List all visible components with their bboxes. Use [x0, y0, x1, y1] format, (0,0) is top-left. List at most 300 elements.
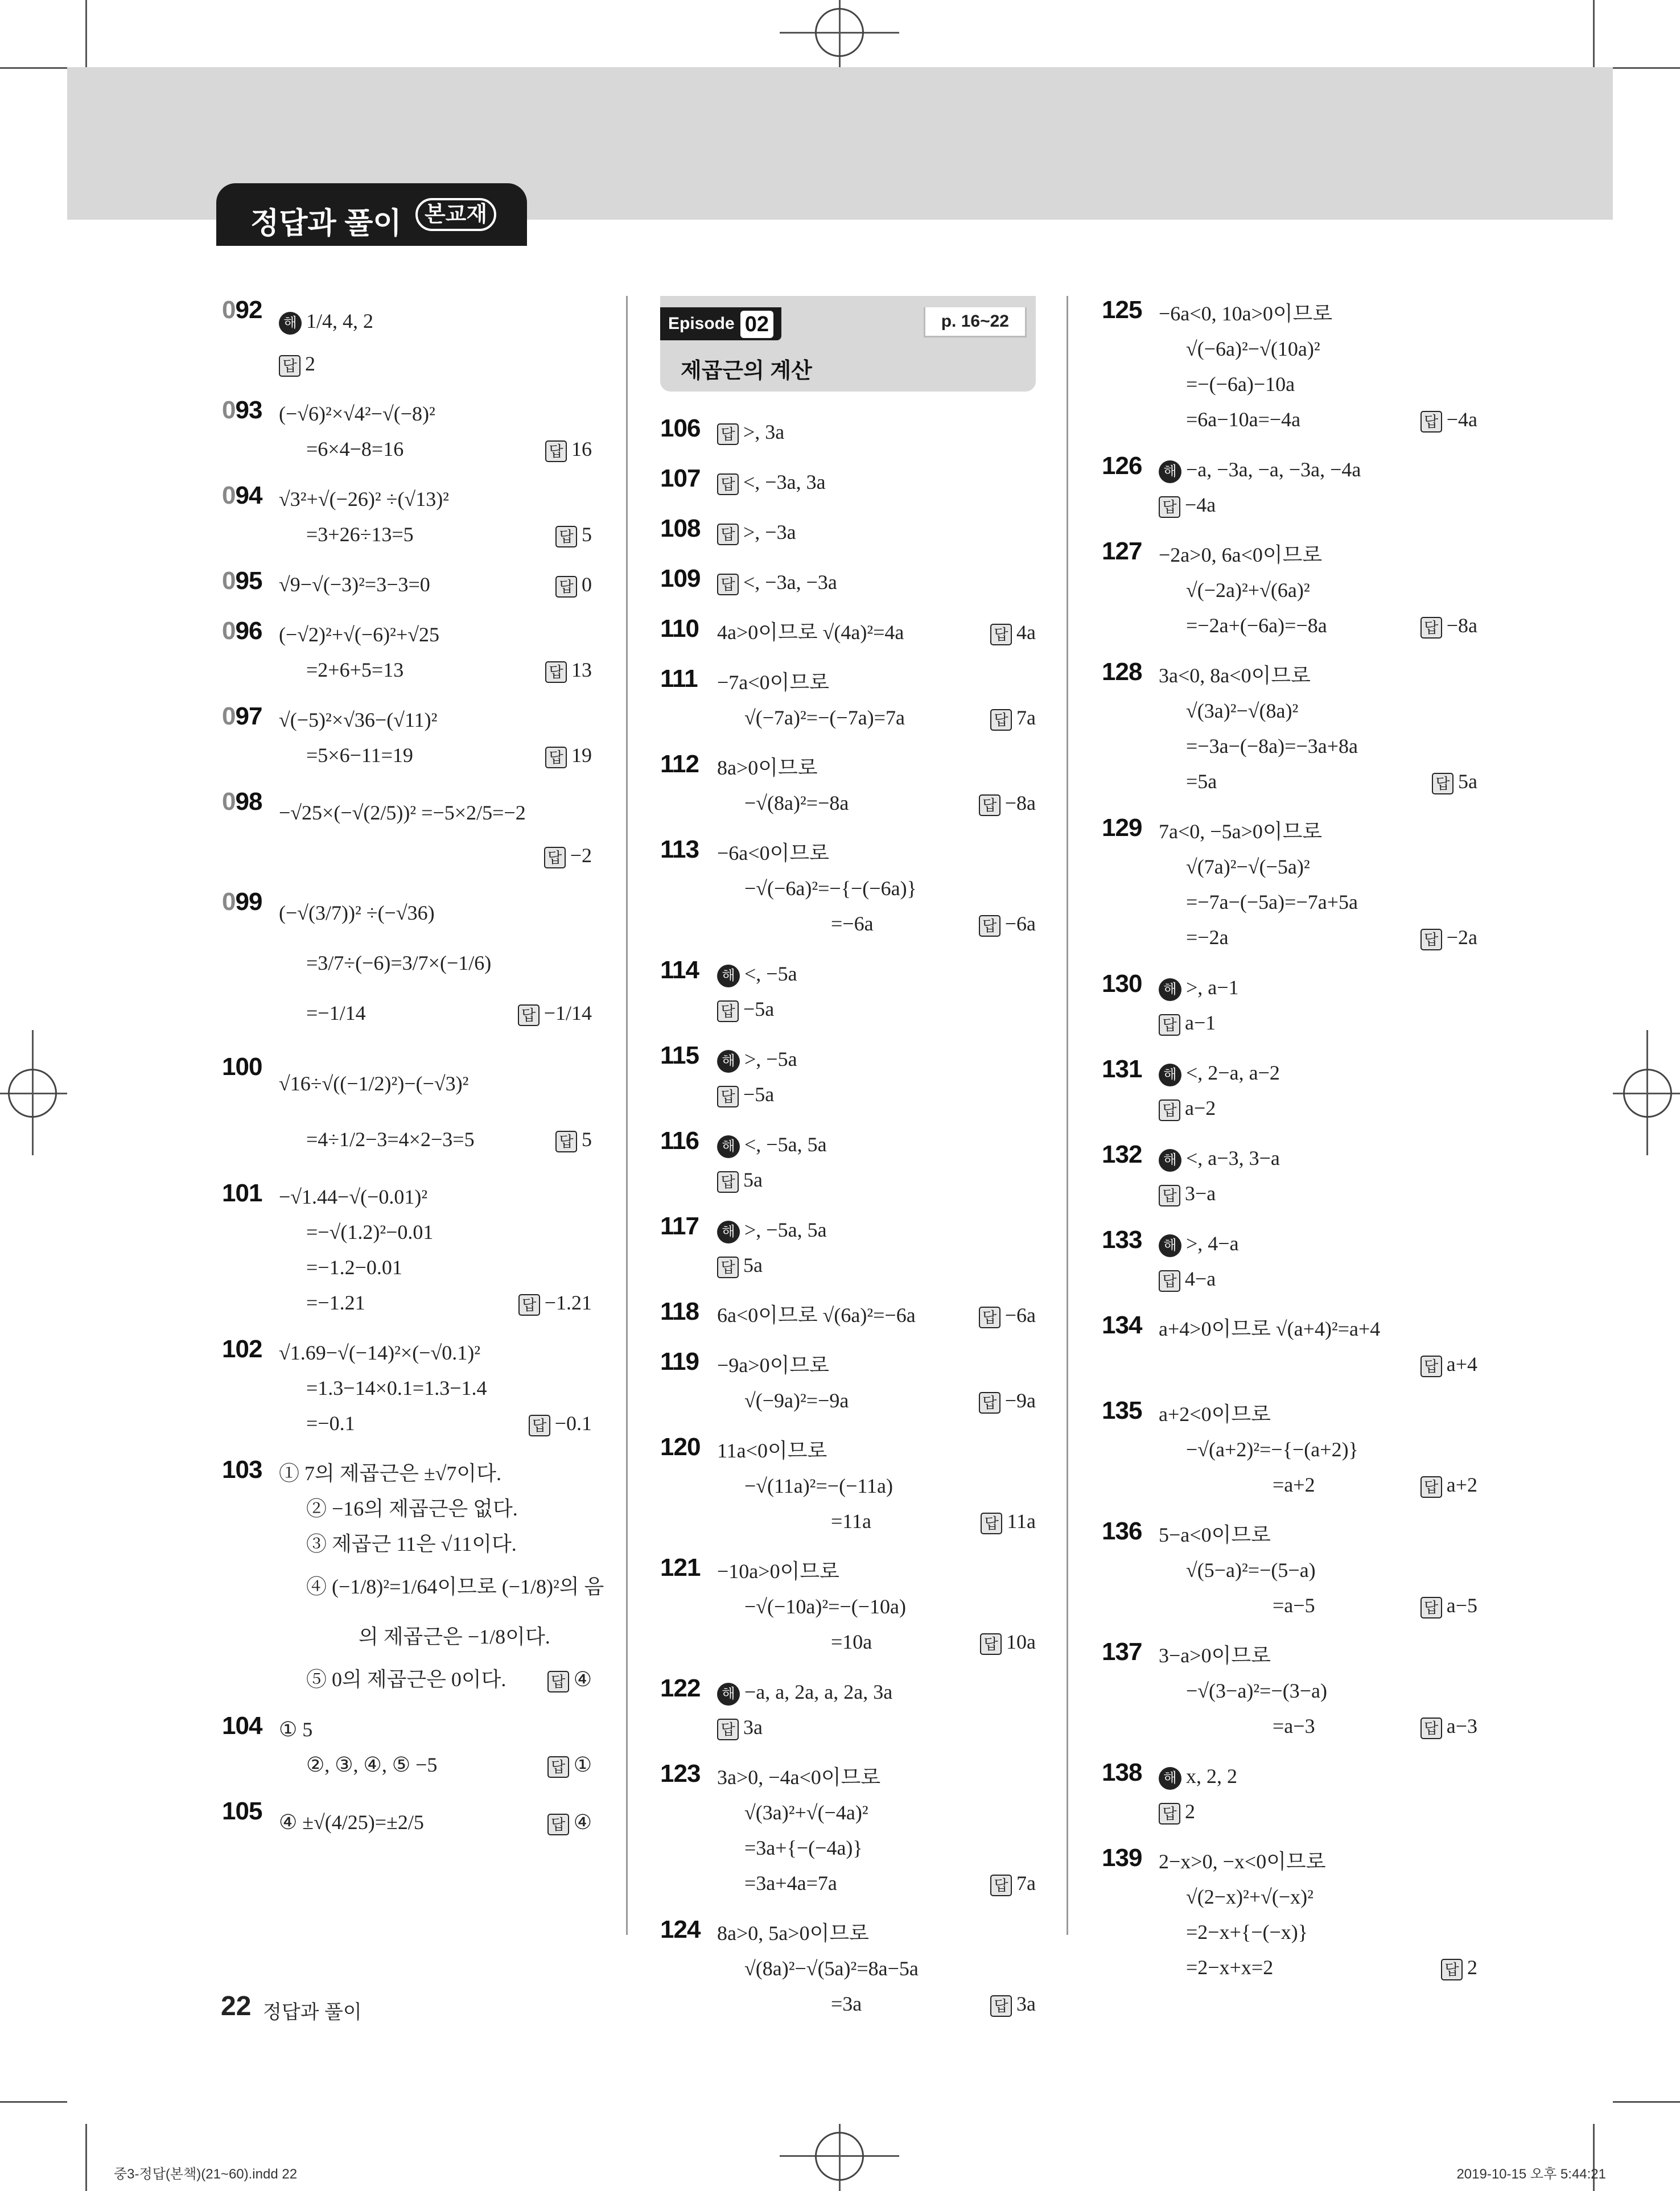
problem-number-prefix: 0 [222, 617, 236, 645]
problem-095 [222, 567, 592, 602]
answer [990, 700, 1036, 735]
solution-text: ③ 제곱근 11은 √11이다. [306, 1533, 517, 1555]
solution-text: −√(−10a)²=−(−10a) [744, 1595, 906, 1618]
crop-mark [0, 2101, 67, 2103]
solution-text: ④ ±√(4/25)=±2/5 [279, 1811, 424, 1834]
solution-text: −√(−6a)²=−{−(−6a)} [744, 877, 917, 900]
solution-text: √(−5)²×√36−(√11)² [279, 709, 438, 731]
answer-value: 5a [743, 1254, 763, 1276]
answer-marker: 답 [1159, 1099, 1180, 1121]
solution-text: (−√(3/7))² ÷(−√36) [279, 901, 435, 924]
solution-text: >, 3a [743, 421, 785, 443]
solution-text: <, −3a, 3a [743, 471, 826, 493]
solution-line [660, 1674, 1036, 1710]
solution-line [1102, 296, 1477, 331]
solution-line [1102, 1176, 1477, 1211]
problem-128 [1102, 658, 1477, 799]
problem-107 [660, 464, 1036, 500]
solution-text: 1/4, 4, 2 [306, 310, 374, 332]
solution-line [660, 414, 1036, 450]
problem-number: 129 [1102, 814, 1142, 842]
solution-text: >, −5a [744, 1048, 797, 1070]
problem-124 [660, 1916, 1036, 2021]
answer-marker: 답 [1159, 1185, 1180, 1206]
textbook-badge: 본교재 [415, 198, 496, 231]
problem-number: 139 [1102, 1844, 1142, 1872]
footer-label: 정답과 풀이 [263, 2001, 362, 2023]
answer-value: ④ [573, 1668, 592, 1691]
problem-number: 101 [222, 1179, 262, 1207]
solution-text: −√1.44−√(−0.01)² [279, 1185, 428, 1208]
problem-number: 123 [660, 1760, 701, 1788]
solution-line [222, 481, 592, 517]
problem-099 [222, 888, 592, 1038]
problem-112 [660, 750, 1036, 821]
answer-marker: 답 [545, 440, 567, 462]
solution-text: <, 2−a, a−2 [1186, 1061, 1280, 1084]
answer-marker: 답 [555, 576, 577, 598]
solution-text: −6a<0이므로 [717, 842, 829, 864]
answer [518, 1285, 592, 1320]
answer-value: 3−a [1185, 1182, 1216, 1205]
solution-line [1102, 402, 1477, 437]
problem-number-rest: 95 [235, 567, 262, 595]
solution-line [1102, 1517, 1477, 1552]
answer-marker: 답 [547, 1756, 569, 1778]
solution-line [222, 617, 592, 652]
problem-number: 113 [660, 835, 699, 863]
solution-text: =4÷1/2−3=4×2−3=5 [306, 1128, 475, 1151]
answer [990, 1865, 1036, 1901]
problem-number-rest: 94 [235, 481, 262, 509]
answer [544, 838, 592, 873]
answer [547, 1797, 592, 1847]
solution-line [222, 296, 592, 346]
solution-line [660, 1077, 1036, 1112]
solution-text: 11a<0이므로 [717, 1439, 827, 1462]
problem-number: 102 [222, 1335, 262, 1363]
solution-text: =3+26÷13=5 [306, 523, 414, 546]
problem-number: 112 [660, 750, 699, 778]
solution-text: −√(3−a)²=−(3−a) [1186, 1679, 1327, 1702]
problem-number: 107 [660, 464, 701, 492]
solution-text: −√(a+2)²=−{−(a+2)} [1186, 1438, 1358, 1461]
answer-marker: 답 [979, 1307, 1000, 1328]
solution-line [660, 1468, 1036, 1504]
solution-text: √3²+√(−26)² ÷(√13)² [279, 488, 449, 510]
solution-text: √(5−a)²=−(5−a) [1186, 1559, 1316, 1582]
solution-line [660, 1247, 1036, 1283]
solution-marker: 해 [1159, 978, 1181, 1001]
solution-line [222, 346, 592, 381]
solution-text: ②, ③, ④, ⑤ −5 [306, 1753, 438, 1776]
solution-line [660, 1212, 1036, 1247]
answer-value: −4a [1446, 408, 1477, 431]
solution-text: √(8a)²−√(5a)²=8a−5a [744, 1957, 919, 1980]
answer [1420, 920, 1477, 955]
answer [1420, 1588, 1477, 1623]
solution-text: √(−6a)²−√(10a)² [1186, 337, 1320, 360]
answer-marker: 답 [1420, 1718, 1442, 1739]
answer-marker: 답 [518, 1004, 540, 1026]
solution-line [660, 1554, 1036, 1589]
solution-line [1102, 1090, 1477, 1126]
solution-text: >, 4−a [1186, 1232, 1239, 1255]
solution-text: 8a>0이므로 [717, 756, 818, 779]
solution-text: √(−9a)²=−9a [744, 1389, 849, 1412]
answer-value: −4a [1185, 493, 1216, 516]
problem-101 [222, 1179, 592, 1320]
problem-132 [1102, 1140, 1477, 1211]
solution-line [660, 1348, 1036, 1383]
solution-line [1102, 1467, 1477, 1502]
answer-marker: 답 [1420, 929, 1442, 950]
problem-094 [222, 481, 592, 552]
answer-value: −5a [743, 1083, 775, 1106]
problem-102 [222, 1335, 592, 1441]
solution-line [660, 1298, 1036, 1333]
answer-value: 7a [1016, 706, 1036, 729]
solution-line [222, 1662, 592, 1697]
answer-marker: 답 [555, 526, 577, 547]
problem-number-prefix: 0 [222, 296, 236, 324]
answer-value: 4a [1016, 621, 1036, 644]
solution-text: 8a>0, 5a>0이므로 [717, 1922, 869, 1945]
problem-136 [1102, 1517, 1477, 1623]
answer-marker: 답 [1159, 496, 1180, 518]
solution-line [222, 1747, 592, 1782]
solution-line [1102, 920, 1477, 955]
episode-tag [660, 307, 781, 340]
answer [979, 785, 1036, 821]
answer-marker: 답 [555, 1131, 577, 1152]
problem-103 [222, 1456, 604, 1697]
answer-value: −0.1 [554, 1412, 592, 1435]
solution-line [1102, 1914, 1477, 1950]
solution-text: =3a [831, 1992, 862, 2015]
problem-number: 126 [1102, 452, 1142, 480]
problem-100 [222, 1053, 592, 1164]
answer-value: 5a [743, 1168, 763, 1191]
solution-text: 5−a<0이므로 [1159, 1523, 1271, 1546]
solution-text: =2−x+x=2 [1186, 1956, 1274, 1979]
answer-value: a−3 [1446, 1715, 1477, 1737]
problem-number-rest: 99 [235, 888, 262, 916]
problem-119 [660, 1348, 1036, 1418]
problem-126 [1102, 452, 1477, 522]
solution-text: =5×6−11=19 [306, 744, 413, 767]
solution-line [1102, 1638, 1477, 1673]
problem-number: 115 [660, 1041, 699, 1069]
solution-line [1102, 1758, 1477, 1794]
solution-text: =3/7÷(−6)=3/7×(−1/6) [306, 952, 492, 974]
answer [1432, 764, 1477, 799]
answer [555, 567, 592, 602]
episode-header [660, 296, 1036, 392]
answer [555, 517, 592, 552]
solution-line [222, 1712, 592, 1747]
answer-value: −9a [1004, 1389, 1036, 1412]
solution-line [660, 956, 1036, 991]
solution-line [1102, 1005, 1477, 1040]
answer [547, 1747, 592, 1782]
answer-value: 11a [1007, 1510, 1036, 1533]
solution-text: =−2a+(−6a)=−8a [1186, 614, 1327, 637]
solution-line [222, 396, 592, 431]
episode-label: Episode [668, 314, 735, 333]
solution-marker: 해 [717, 1221, 740, 1243]
answer-marker: 답 [717, 423, 739, 445]
solution-text: −√25×(−√(2/5))² =−5×2/5=−2 [279, 801, 526, 824]
answer-value: −1/14 [543, 1002, 592, 1024]
problem-number: 117 [660, 1212, 699, 1240]
answer-marker: 답 [1420, 411, 1442, 433]
solution-text: =−0.1 [306, 1412, 355, 1435]
answer-marker: 답 [547, 1814, 569, 1835]
answer-marker: 답 [990, 1995, 1012, 2017]
problem-number: 138 [1102, 1758, 1142, 1786]
answer [1420, 1467, 1477, 1502]
problem-number-prefix: 0 [222, 702, 236, 730]
solution-text: =a+2 [1273, 1473, 1315, 1496]
solution-line [1102, 331, 1477, 366]
solution-text: √1.69−√(−14)²×(−√0.1)² [279, 1341, 481, 1364]
answer-marker: 답 [1420, 1356, 1442, 1377]
answer-value: −6a [1004, 912, 1036, 935]
problem-number: 111 [660, 665, 698, 693]
problem-129 [1102, 814, 1477, 955]
solution-text: a+4>0이므로 √(a+4)²=a+4 [1159, 1317, 1381, 1340]
problem-127 [1102, 537, 1477, 643]
solution-line [660, 514, 1036, 550]
answer [518, 988, 592, 1038]
solution-text: =6×4−8=16 [306, 438, 404, 460]
answer-value: 5 [582, 523, 592, 546]
problem-123 [660, 1760, 1036, 1901]
solution-line [222, 1562, 604, 1612]
solution-line [1102, 1140, 1477, 1176]
answer-value: ① [573, 1753, 592, 1776]
solution-text: (−√6)²×√4²−√(−8)² [279, 402, 435, 425]
problem-109 [660, 565, 1036, 600]
solution-marker: 해 [717, 965, 740, 987]
solution-line [1102, 1673, 1477, 1708]
answer-marker: 답 [279, 355, 300, 377]
answer-marker: 답 [1420, 1476, 1442, 1498]
registration-circle [8, 1069, 57, 1118]
solution-text: −9a>0이므로 [717, 1354, 829, 1377]
answer-value: 4−a [1185, 1267, 1216, 1290]
problem-number: 120 [660, 1433, 701, 1461]
solution-text: (−√2)²+√(−6)²+√25 [279, 623, 440, 646]
solution-line [222, 652, 592, 687]
solution-line [1102, 1844, 1477, 1879]
solution-line [660, 1589, 1036, 1624]
solution-line [222, 738, 592, 773]
solution-line [222, 1335, 592, 1370]
solution-line [222, 517, 592, 552]
solution-marker: 해 [717, 1050, 740, 1073]
solution-text: =3a+{−(−4a)} [744, 1836, 863, 1859]
solution-line [222, 567, 592, 602]
problem-number: 103 [222, 1456, 262, 1484]
column-left [222, 296, 604, 1862]
answer-marker: 답 [1420, 1597, 1442, 1618]
solution-marker: 해 [1159, 460, 1181, 483]
answer [1420, 1708, 1477, 1744]
solution-text: −10a>0이므로 [717, 1560, 839, 1583]
problem-number: 133 [1102, 1226, 1142, 1254]
answer-value: a−1 [1185, 1011, 1216, 1034]
problem-number-rest: 96 [235, 617, 262, 645]
solution-line [222, 1456, 592, 1491]
solution-text: √(3a)²+√(−4a)² [744, 1801, 868, 1824]
solution-line [1102, 849, 1477, 884]
slug-file: 중3-정답(본책)(21~60).indd 22 [114, 2167, 298, 2182]
problem-133 [1102, 1226, 1477, 1296]
problem-number: 100 [222, 1053, 262, 1081]
answer-marker: 답 [717, 1171, 739, 1193]
solution-line [660, 1986, 1036, 2021]
solution-text: >, −5a, 5a [744, 1218, 827, 1241]
problem-number: 122 [660, 1674, 701, 1702]
solution-line [660, 1760, 1036, 1795]
answer-value: 0 [582, 573, 592, 596]
solution-line [660, 700, 1036, 735]
solution-line [1102, 1552, 1477, 1588]
problem-number: 130 [1102, 970, 1142, 998]
problem-118 [660, 1298, 1036, 1333]
solution-line [1102, 970, 1477, 1005]
answer [1441, 1950, 1477, 1985]
solution-line [222, 938, 592, 988]
solution-text: 4a>0이므로 √(4a)²=4a [717, 621, 904, 644]
problem-111 [660, 665, 1036, 735]
problem-number: 132 [1102, 1140, 1142, 1168]
problem-number-prefix: 0 [222, 788, 236, 816]
solution-line [1102, 693, 1477, 728]
solution-line [660, 1041, 1036, 1077]
answer-value: 5a [1458, 770, 1477, 793]
solution-line [1102, 487, 1477, 522]
solution-text: √(7a)²−√(−5a)² [1186, 855, 1310, 878]
solution-line [660, 665, 1036, 700]
solution-marker: 해 [1159, 1149, 1181, 1172]
answer-value: 3a [1016, 1992, 1036, 2015]
solution-text: a+2<0이므로 [1159, 1403, 1271, 1426]
solution-text: 2−x>0, −x<0이므로 [1159, 1850, 1326, 1873]
column-divider [1067, 296, 1068, 1935]
solution-text: =2−x+{−(−x)} [1186, 1921, 1308, 1943]
answer-marker: 답 [1159, 1803, 1180, 1825]
answer-value: −2 [570, 844, 592, 867]
solution-line [660, 785, 1036, 821]
registration-circle [815, 8, 864, 57]
solution-line [660, 1795, 1036, 1830]
solution-line [222, 1285, 592, 1320]
answer-marker: 답 [717, 1086, 739, 1107]
crop-mark [85, 0, 87, 67]
answer-marker: 답 [717, 574, 739, 595]
problem-number-prefix: 0 [222, 888, 236, 916]
problem-number: 136 [1102, 1517, 1142, 1545]
answer [1420, 608, 1477, 643]
solution-text: 3a>0, −4a<0이므로 [717, 1766, 881, 1789]
problem-104 [222, 1712, 592, 1782]
episode-pages: p. 16~22 [924, 307, 1027, 337]
answer-marker: 답 [981, 1513, 1002, 1534]
problem-number-rest: 98 [235, 788, 262, 816]
registration-circle [1623, 1069, 1672, 1118]
episode-title: 제곱근의 계산 [681, 359, 812, 383]
solution-line [660, 615, 1036, 650]
problem-139 [1102, 1844, 1477, 1985]
answer [555, 1114, 592, 1164]
answer-value: a+4 [1446, 1353, 1477, 1375]
solution-line [660, 906, 1036, 941]
answer-marker: 답 [717, 1719, 739, 1740]
solution-line [222, 1612, 592, 1662]
solution-line [1102, 728, 1477, 764]
problem-135 [1102, 1397, 1477, 1502]
solution-line [660, 1916, 1036, 1951]
answer-marker: 답 [544, 847, 566, 868]
slug-timestamp: 2019-10-15 오후 5:44:21 [1456, 2167, 1606, 2182]
answer-value: a+2 [1446, 1473, 1477, 1496]
solution-text: =−7a−(−5a)=−7a+5a [1186, 891, 1358, 913]
solution-line [222, 988, 592, 1038]
solution-marker: 해 [1159, 1064, 1181, 1086]
solution-line [1102, 1346, 1477, 1382]
answer-marker: 답 [717, 524, 739, 545]
solution-text: ① 5 [279, 1718, 313, 1741]
problem-130 [1102, 970, 1477, 1040]
solution-text: =−(−6a)−10a [1186, 373, 1295, 396]
solution-text: √16÷√((−1/2)²)−(−√3)² [279, 1072, 469, 1095]
solution-text: √(−2a)²+√(6a)² [1186, 579, 1310, 602]
solution-line [1102, 1055, 1477, 1090]
solution-line [222, 1179, 592, 1214]
answer [545, 431, 592, 467]
solution-line [1102, 1879, 1477, 1914]
solution-line [660, 1710, 1036, 1745]
solution-line [1102, 573, 1477, 608]
solution-line [222, 1491, 592, 1526]
solution-line [222, 1053, 592, 1114]
problem-138 [1102, 1758, 1477, 1829]
answer-value: −5a [743, 998, 775, 1020]
answer-value: −1.21 [544, 1291, 592, 1314]
solution-marker: 해 [1159, 1234, 1181, 1257]
solution-marker: 해 [279, 312, 302, 335]
answer-value: 10a [1006, 1630, 1036, 1653]
solution-line [660, 464, 1036, 500]
answer [979, 1383, 1036, 1418]
crop-mark [85, 2124, 87, 2191]
solution-line [222, 1214, 592, 1250]
solution-line [1102, 1261, 1477, 1296]
answer-marker: 답 [1159, 1014, 1180, 1036]
answer-value: 13 [571, 658, 592, 681]
solution-text: >, a−1 [1186, 976, 1239, 999]
answer [545, 652, 592, 687]
solution-text: −a, −3a, −a, −3a, −4a [1186, 458, 1361, 481]
answer-value: −8a [1446, 614, 1477, 637]
solution-text: =−1.21 [306, 1291, 365, 1314]
problem-116 [660, 1127, 1036, 1197]
problem-number: 125 [1102, 296, 1142, 324]
answer [545, 738, 592, 773]
